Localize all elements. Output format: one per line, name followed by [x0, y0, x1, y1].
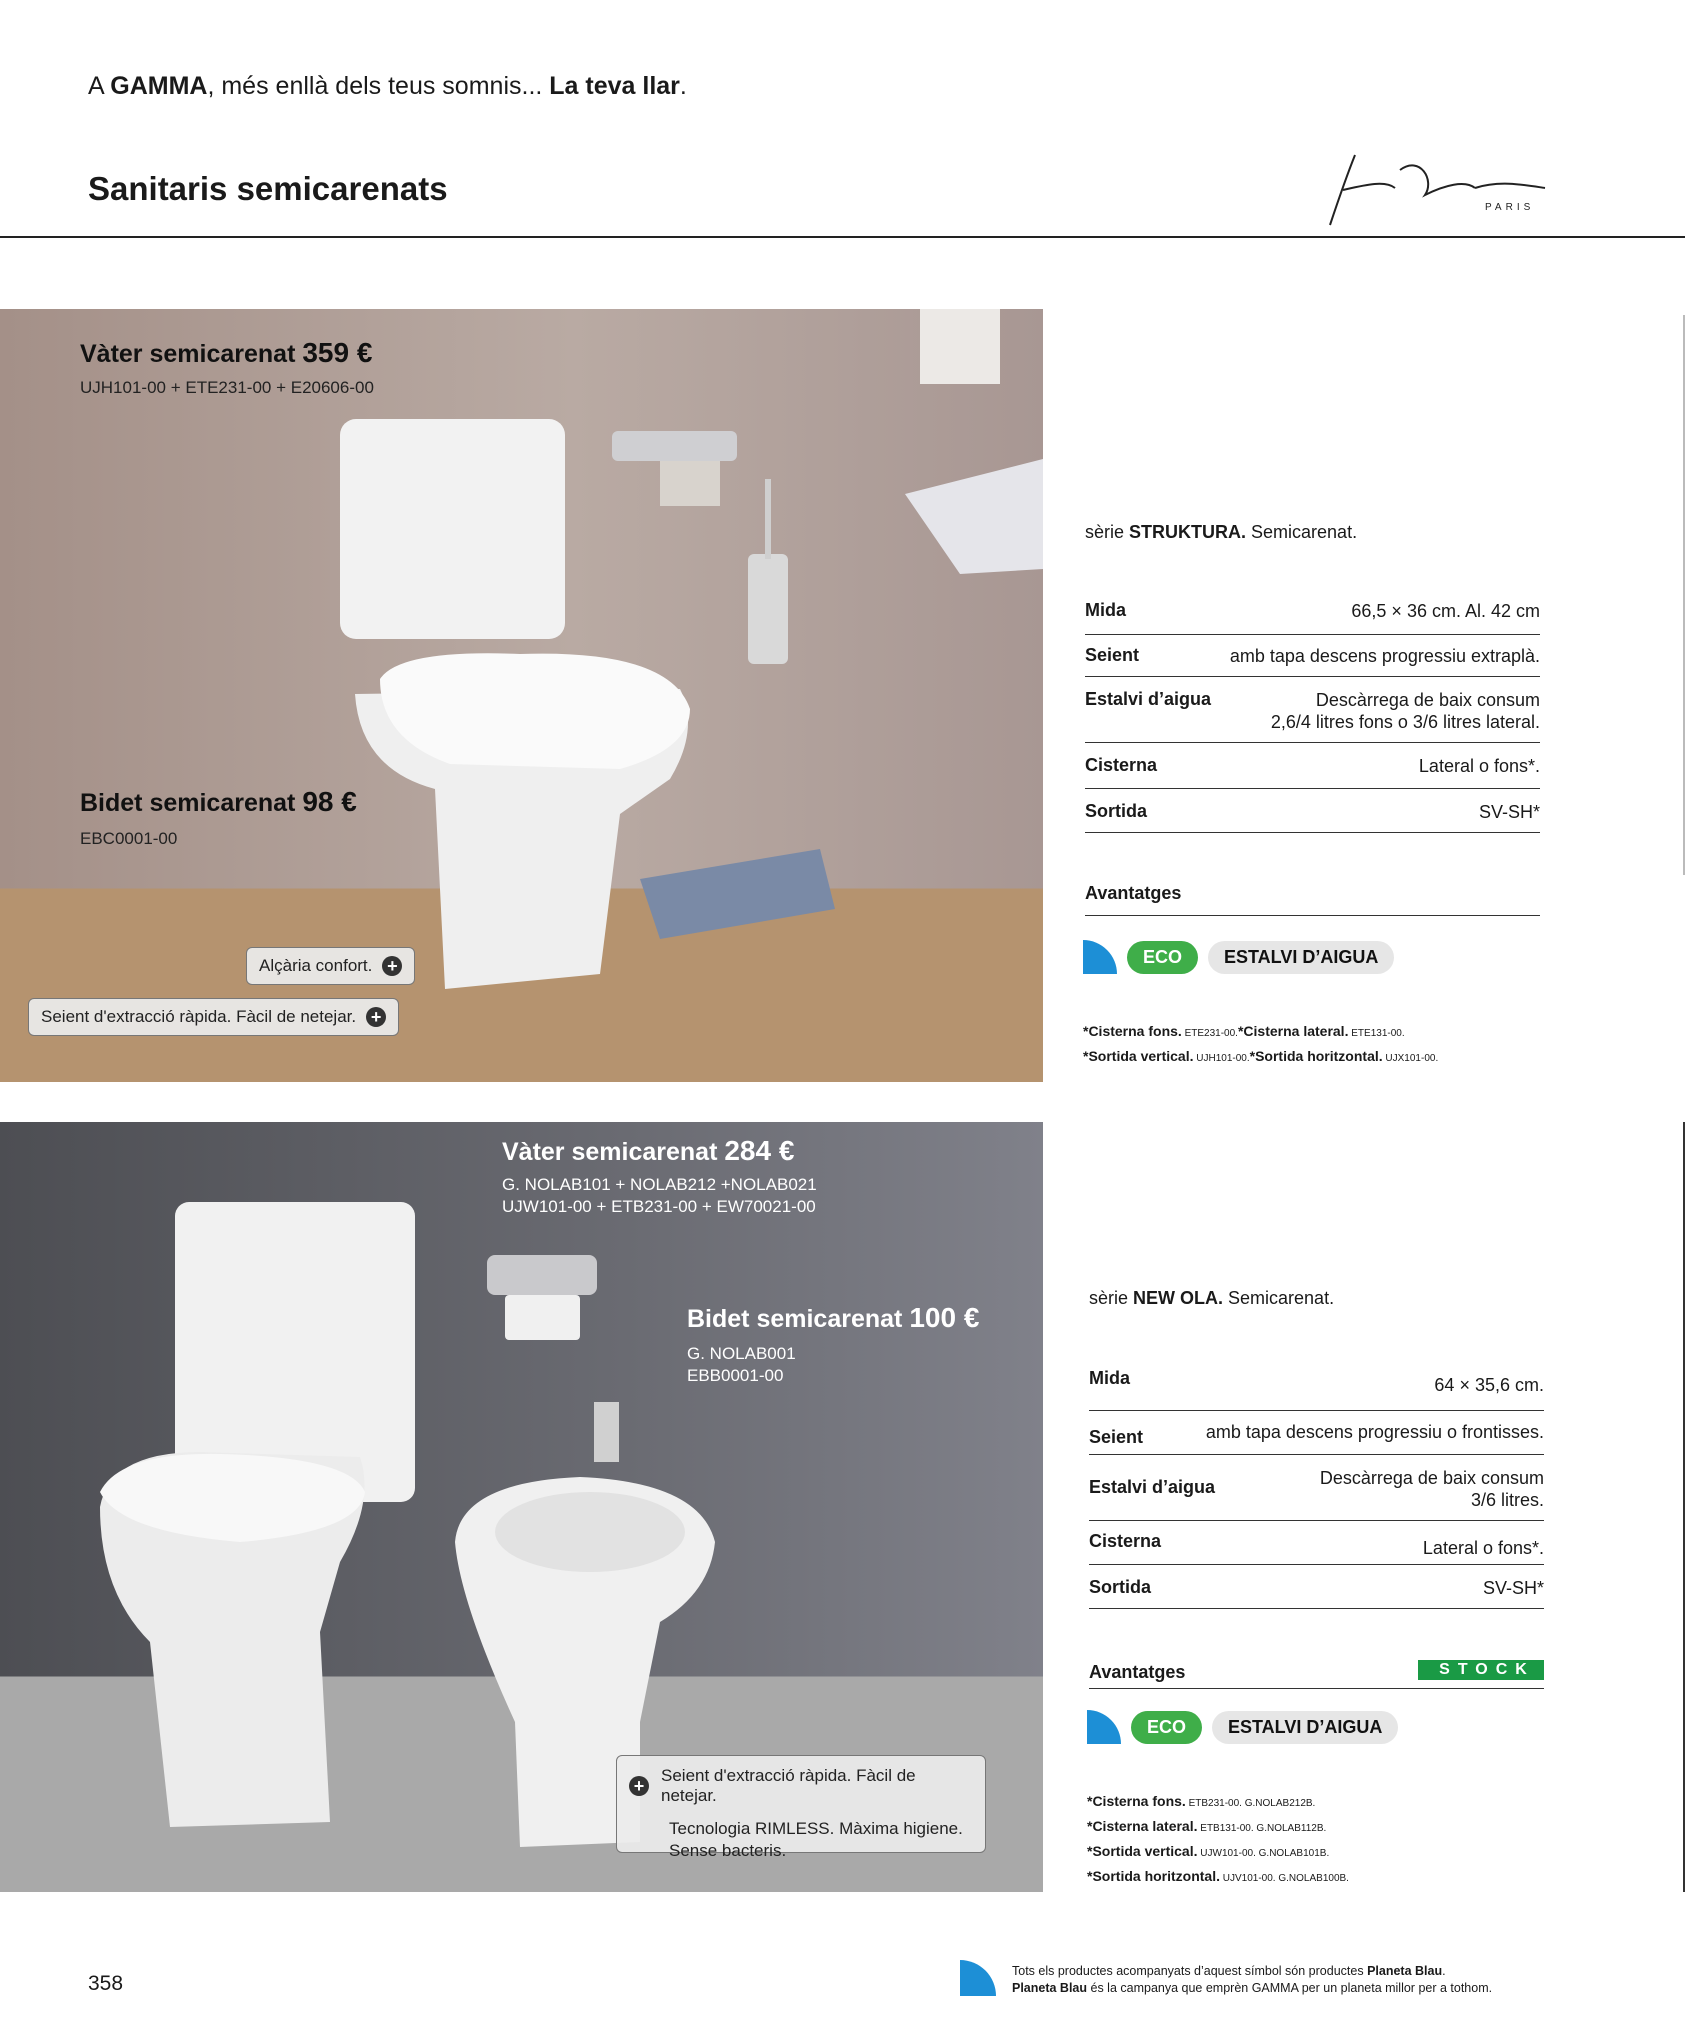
bidet-title-struktura — [80, 786, 357, 818]
wc-price: 284 € — [724, 1135, 795, 1166]
spec-key: Cisterna — [1089, 1531, 1162, 1551]
serie-name: NEW OLA. — [1133, 1288, 1224, 1308]
spec-table-new-ola — [1089, 1368, 1544, 1609]
spec-value: Lateral o fons*. — [1418, 756, 1540, 776]
spec-key: Mida — [1089, 1368, 1131, 1388]
footer-line1 — [1012, 1963, 1492, 1980]
tagline-brand: GAMMA — [110, 72, 208, 100]
note-code: UJX101-00. — [1382, 1053, 1439, 1064]
section-title — [88, 170, 448, 208]
spec-value: 66,5 × 36 cm. Al. 42 cm — [1351, 601, 1540, 621]
note-bold: *Cisterna fons. — [1087, 1793, 1186, 1809]
spec-value-line2: 3/6 litres. — [1470, 1490, 1544, 1510]
spec-key: Cisterna — [1085, 755, 1158, 775]
callout-rimless-line1: Tecnologia RIMLESS. Màxima higiene. — [669, 1819, 963, 1838]
spec-key: Seient — [1085, 645, 1140, 665]
spec-value-line1: Descàrrega de baix consum — [1319, 1468, 1544, 1488]
note-code: UJW101-00. G.NOLAB101B. — [1197, 1848, 1330, 1859]
tagline-dot: . — [679, 72, 687, 100]
bidet-code: EBC0001-00 — [80, 829, 178, 848]
note-code: UJH101-00. — [1193, 1053, 1250, 1064]
serie-struktura — [1085, 522, 1357, 543]
edge-rule — [1683, 1122, 1685, 1892]
bidet-code-line1: G. NOLAB001 — [687, 1344, 796, 1363]
note-code: ETE231-00. — [1181, 1028, 1238, 1039]
bidet-price: 100 € — [909, 1302, 980, 1333]
bidet-code-line2: EBB0001-00 — [687, 1366, 784, 1385]
stock-badge: STOCK — [1418, 1660, 1544, 1680]
callout-row — [629, 1766, 973, 1806]
plus-icon[interactable]: + — [366, 1007, 386, 1027]
brand-logo — [1325, 150, 1555, 230]
section-title-bold: semicarenats — [236, 170, 448, 207]
serie-post: Semicarenat. — [1223, 1288, 1335, 1308]
spec-row-cisterna — [1085, 743, 1540, 789]
header-rule — [0, 236, 1685, 238]
badges-struktura — [1083, 940, 1394, 974]
serie-pre: sèrie — [1089, 1288, 1134, 1308]
footer-line2 — [1012, 1980, 1492, 1997]
serie-new-ola — [1089, 1288, 1334, 1309]
spec-key: Mida — [1085, 600, 1127, 620]
note-line — [1083, 1045, 1438, 1070]
spec-key: Sortida — [1085, 801, 1148, 821]
spec-row-cisterna — [1089, 1521, 1544, 1565]
bidet-title-new-ola — [687, 1302, 979, 1334]
note-bold: *Sortida horitzontal. — [1249, 1048, 1383, 1064]
spec-key: Estalvi d’aigua — [1085, 689, 1212, 709]
note-line — [1087, 1815, 1349, 1840]
bidet-price: 98 € — [302, 786, 357, 817]
spec-row-estalvi — [1085, 677, 1540, 743]
footer-note — [1012, 1963, 1492, 1997]
note-bold: *Cisterna lateral. — [1087, 1818, 1198, 1834]
callout-seient[interactable] — [28, 998, 399, 1036]
callout-seient-text: Seient d'extracció ràpida. Fàcil de netejar. — [661, 1766, 916, 1805]
notes-struktura — [1083, 1020, 1438, 1070]
spec-row-estalvi — [1089, 1455, 1544, 1521]
spec-value: SV-SH* — [1482, 1578, 1544, 1598]
wc-title-new-ola — [502, 1135, 794, 1167]
callout-rimless — [669, 1818, 973, 1862]
spec-value — [1320, 1467, 1544, 1520]
brand-logo-signature — [1325, 150, 1555, 230]
serie-post: Semicarenat. — [1246, 522, 1358, 542]
footer-line2-bold: Planeta Blau — [1012, 1981, 1088, 1995]
spec-row-mida — [1085, 600, 1540, 635]
wc-code-line1: G. NOLAB101 + NOLAB212 +NOLAB021 — [502, 1175, 817, 1194]
note-code: ETB131-00. G.NOLAB112B. — [1197, 1823, 1327, 1834]
spec-row-mida — [1089, 1368, 1544, 1411]
callout-alcaria[interactable] — [246, 947, 415, 985]
estalvi-aigua-badge: ESTALVI D’AIGUA — [1212, 1711, 1398, 1744]
note-code: UJV101-00. G.NOLAB100B. — [1220, 1873, 1349, 1884]
estalvi-aigua-badge: ESTALVI D’AIGUA — [1208, 941, 1394, 974]
wc-code-line2: UJW101-00 + ETB231-00 + EW70021-00 — [502, 1197, 816, 1216]
spec-value-line1: Descàrrega de baix consum — [1315, 690, 1540, 710]
tagline — [88, 72, 687, 101]
spec-value — [1271, 689, 1540, 742]
section-title-light: Sanitaris — [88, 170, 237, 207]
callout-seient-text: Seient d'extracció ràpida. Fàcil de netejar. — [41, 1007, 357, 1026]
note-line — [1087, 1865, 1349, 1890]
eco-badge: ECO — [1131, 1711, 1202, 1744]
avantatges-heading-new-ola — [1089, 1660, 1544, 1689]
bidet-code — [687, 1343, 796, 1387]
bidet-title-label: Bidet semicarenat — [687, 1305, 910, 1333]
bathroom-illustration — [0, 309, 1043, 1082]
spec-table-struktura — [1085, 600, 1540, 833]
footer-line2-post: és la campanya que emprèn GAMMA per un planeta millor per a tothom. — [1087, 1981, 1493, 1995]
tagline-mid: , més enllà dels teus somnis... — [207, 72, 550, 100]
note-line — [1087, 1790, 1349, 1815]
plus-icon[interactable]: + — [382, 956, 402, 976]
wc-code — [502, 1174, 817, 1218]
callout-rimless-line2: Sense bacteris. — [669, 1841, 787, 1860]
note-bold: *Sortida vertical. — [1083, 1048, 1194, 1064]
serie-name: STRUKTURA. — [1129, 522, 1247, 542]
spec-value: amb tapa descens progressiu o frontisses. — [1205, 1422, 1544, 1442]
spec-value-line2: 2,6/4 litres fons o 3/6 litres lateral. — [1270, 712, 1540, 732]
planeta-blau-icon — [1083, 940, 1117, 974]
page-number: 358 — [88, 1972, 124, 1995]
spec-value: SV-SH* — [1478, 802, 1540, 822]
spec-row-seient — [1089, 1411, 1544, 1455]
spec-value: Lateral o fons*. — [1422, 1538, 1544, 1558]
callout-alcaria-text: Alçària confort. — [259, 956, 373, 975]
footer-line1-bold: Planeta Blau — [1367, 1964, 1443, 1978]
logo-sub: PARIS — [1485, 202, 1535, 213]
note-code: ETE131-00. — [1348, 1028, 1405, 1039]
spec-value: 64 × 35,6 cm. — [1434, 1375, 1544, 1395]
wc-title-label: Vàter semicarenat — [502, 1138, 725, 1166]
note-line — [1083, 1020, 1438, 1045]
wc-title-label: Vàter semicarenat — [80, 340, 303, 368]
wc-code: UJH101-00 + ETE231-00 + E20606-00 — [80, 378, 374, 397]
note-bold: *Sortida horitzontal. — [1087, 1868, 1220, 1884]
note-bold: *Cisterna lateral. — [1237, 1023, 1349, 1039]
spec-row-seient — [1085, 635, 1540, 677]
spec-row-sortida — [1085, 789, 1540, 833]
note-bold: *Sortida vertical. — [1087, 1843, 1198, 1859]
tagline-end: La teva llar — [549, 72, 680, 100]
spec-value: amb tapa descens progressiu extraplà. — [1229, 646, 1540, 666]
bidet-title-label: Bidet semicarenat — [80, 789, 303, 817]
note-code: ETB231-00. G.NOLAB212B. — [1185, 1798, 1316, 1809]
spec-row-sortida — [1089, 1565, 1544, 1609]
note-bold: *Cisterna fons. — [1083, 1023, 1182, 1039]
footer-line1-pre: Tots els productes acompanyats d’aquest símbol són productes — [1012, 1964, 1368, 1978]
planeta-blau-icon — [960, 1960, 996, 1996]
product-photo-new-ola — [0, 1122, 1043, 1892]
product-photo-struktura — [0, 309, 1043, 1082]
spec-key: Seient — [1089, 1427, 1144, 1447]
spec-key: Sortida — [1089, 1577, 1152, 1597]
spec-key: Estalvi d’aigua — [1089, 1477, 1216, 1497]
plus-icon[interactable]: + — [629, 1776, 649, 1796]
eco-badge: ECO — [1127, 941, 1198, 974]
avantatges-heading: Avantatges — [1085, 883, 1540, 916]
edge-rule — [1683, 315, 1685, 875]
notes-new-ola — [1087, 1790, 1349, 1890]
badges-new-ola — [1087, 1710, 1398, 1744]
wc-price: 359 € — [302, 337, 373, 368]
planeta-blau-icon — [1087, 1710, 1121, 1744]
serie-pre: sèrie — [1085, 522, 1130, 542]
avantatges-label: Avantatges — [1089, 1662, 1186, 1682]
wc-title-struktura — [80, 337, 372, 369]
note-line — [1087, 1840, 1349, 1865]
callout-new-ola[interactable] — [616, 1755, 986, 1860]
tagline-pre: A — [88, 72, 111, 100]
footer-line1-post: . — [1442, 1964, 1446, 1978]
